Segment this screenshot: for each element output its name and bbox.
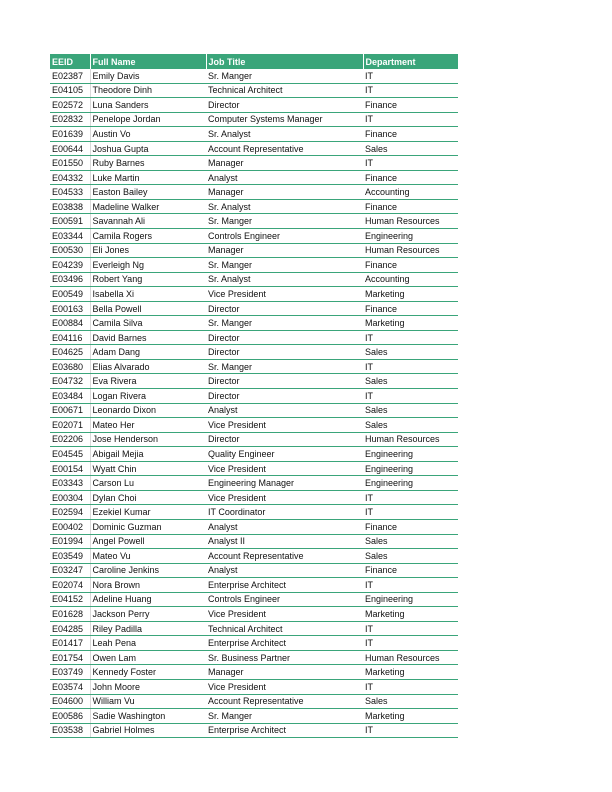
table-row [50, 432, 458, 447]
cell-full-name: Elias Alvarado [90, 359, 206, 374]
table-row [50, 447, 458, 462]
cell-department: Sales [363, 374, 458, 389]
cell-job-title: Director [206, 98, 363, 113]
cell-department: IT [363, 112, 458, 127]
table-row [50, 665, 458, 680]
table-row [50, 345, 458, 360]
cell-eeid: E01754 [50, 650, 90, 665]
cell-department: Sales [363, 694, 458, 709]
cell-department: IT [363, 69, 458, 83]
table-row [50, 679, 458, 694]
cell-job-title: Sr. Analyst [206, 127, 363, 142]
table-row [50, 359, 458, 374]
table-row [50, 505, 458, 520]
cell-department: Finance [363, 301, 458, 316]
cell-eeid: E04116 [50, 330, 90, 345]
cell-eeid: E00549 [50, 287, 90, 302]
cell-eeid: E01417 [50, 636, 90, 651]
cell-eeid: E03538 [50, 723, 90, 738]
employee-sheet [50, 54, 458, 738]
cell-job-title: Account Representative [206, 141, 363, 156]
cell-full-name: Mateo Vu [90, 549, 206, 564]
cell-full-name: Camila Silva [90, 316, 206, 331]
cell-eeid: E00884 [50, 316, 90, 331]
cell-job-title: Vice President [206, 679, 363, 694]
cell-full-name: Dylan Choi [90, 490, 206, 505]
cell-eeid: E03749 [50, 665, 90, 680]
cell-department: Human Resources [363, 650, 458, 665]
cell-job-title: Sr. Manger [206, 214, 363, 229]
cell-eeid: E04625 [50, 345, 90, 360]
cell-department: Human Resources [363, 432, 458, 447]
cell-department: IT [363, 359, 458, 374]
cell-eeid: E04105 [50, 83, 90, 98]
cell-job-title: Sr. Business Partner [206, 650, 363, 665]
cell-department: IT [363, 621, 458, 636]
cell-full-name: Luke Martin [90, 170, 206, 185]
cell-job-title: Director [206, 389, 363, 404]
cell-full-name: Kennedy Foster [90, 665, 206, 680]
column-header-job-title: Job Title [206, 54, 363, 69]
cell-job-title: Vice President [206, 461, 363, 476]
cell-job-title: Sr. Manger [206, 258, 363, 273]
cell-full-name: William Vu [90, 694, 206, 709]
cell-department: IT [363, 578, 458, 593]
table-header-row [50, 54, 458, 69]
cell-department: IT [363, 330, 458, 345]
cell-job-title: Controls Engineer [206, 592, 363, 607]
table-row [50, 83, 458, 98]
table-row [50, 621, 458, 636]
cell-eeid: E00644 [50, 141, 90, 156]
cell-full-name: Eva Rivera [90, 374, 206, 389]
cell-department: Human Resources [363, 214, 458, 229]
cell-job-title: Director [206, 345, 363, 360]
cell-job-title: Director [206, 432, 363, 447]
cell-department: Finance [363, 170, 458, 185]
cell-department: Marketing [363, 607, 458, 622]
cell-job-title: Enterprise Architect [206, 578, 363, 593]
table-row [50, 301, 458, 316]
cell-job-title: Director [206, 374, 363, 389]
cell-department: Marketing [363, 316, 458, 331]
cell-full-name: Carson Lu [90, 476, 206, 491]
cell-job-title: Sr. Analyst [206, 199, 363, 214]
table-row [50, 403, 458, 418]
cell-full-name: Logan Rivera [90, 389, 206, 404]
cell-job-title: Analyst [206, 403, 363, 418]
cell-department: IT [363, 389, 458, 404]
column-header-department: Department [363, 54, 458, 69]
cell-department: IT [363, 636, 458, 651]
cell-department: IT [363, 723, 458, 738]
cell-full-name: Riley Padilla [90, 621, 206, 636]
table-row [50, 607, 458, 622]
cell-job-title: Manager [206, 665, 363, 680]
cell-job-title: Controls Engineer [206, 229, 363, 244]
cell-full-name: Emily Davis [90, 69, 206, 83]
cell-job-title: Account Representative [206, 694, 363, 709]
cell-eeid: E04545 [50, 447, 90, 462]
table-row [50, 389, 458, 404]
table-row [50, 694, 458, 709]
cell-job-title: Engineering Manager [206, 476, 363, 491]
cell-eeid: E02572 [50, 98, 90, 113]
table-row [50, 170, 458, 185]
cell-eeid: E03496 [50, 272, 90, 287]
cell-full-name: David Barnes [90, 330, 206, 345]
cell-department: Sales [363, 141, 458, 156]
cell-full-name: Adam Dang [90, 345, 206, 360]
table-body [50, 69, 458, 738]
column-header-eeid: EEID [50, 54, 90, 69]
table-row [50, 141, 458, 156]
cell-full-name: Madeline Walker [90, 199, 206, 214]
table-row [50, 98, 458, 113]
cell-full-name: Wyatt Chin [90, 461, 206, 476]
cell-department: Sales [363, 345, 458, 360]
cell-job-title: Sr. Manger [206, 316, 363, 331]
cell-job-title: Analyst II [206, 534, 363, 549]
table-row [50, 374, 458, 389]
cell-department: Sales [363, 418, 458, 433]
cell-eeid: E04533 [50, 185, 90, 200]
column-header-full-name: Full Name [90, 54, 206, 69]
cell-eeid: E00154 [50, 461, 90, 476]
cell-eeid: E01994 [50, 534, 90, 549]
cell-department: IT [363, 505, 458, 520]
cell-department: Human Resources [363, 243, 458, 258]
cell-full-name: Eli Jones [90, 243, 206, 258]
cell-eeid: E03680 [50, 359, 90, 374]
cell-eeid: E03574 [50, 679, 90, 694]
cell-eeid: E02074 [50, 578, 90, 593]
cell-department: Finance [363, 519, 458, 534]
table-row [50, 476, 458, 491]
cell-full-name: John Moore [90, 679, 206, 694]
cell-full-name: Abigail Mejia [90, 447, 206, 462]
cell-job-title: Analyst [206, 170, 363, 185]
cell-job-title: Director [206, 301, 363, 316]
cell-job-title: Manager [206, 185, 363, 200]
table-row [50, 112, 458, 127]
cell-eeid: E02071 [50, 418, 90, 433]
cell-department: Marketing [363, 287, 458, 302]
cell-department: Marketing [363, 709, 458, 724]
cell-eeid: E00671 [50, 403, 90, 418]
cell-eeid: E04600 [50, 694, 90, 709]
cell-eeid: E00402 [50, 519, 90, 534]
cell-eeid: E03838 [50, 199, 90, 214]
cell-eeid: E02832 [50, 112, 90, 127]
cell-eeid: E02387 [50, 69, 90, 83]
cell-department: Sales [363, 534, 458, 549]
table-row [50, 490, 458, 505]
cell-department: IT [363, 490, 458, 505]
cell-eeid: E04732 [50, 374, 90, 389]
cell-eeid: E03343 [50, 476, 90, 491]
table-row [50, 69, 458, 83]
table-row [50, 243, 458, 258]
table-row [50, 418, 458, 433]
cell-job-title: Sr. Analyst [206, 272, 363, 287]
cell-department: Finance [363, 199, 458, 214]
cell-job-title: Computer Systems Manager [206, 112, 363, 127]
cell-job-title: Technical Architect [206, 83, 363, 98]
cell-department: Finance [363, 127, 458, 142]
table-row [50, 549, 458, 564]
table-row [50, 258, 458, 273]
cell-eeid: E00304 [50, 490, 90, 505]
cell-department: Engineering [363, 461, 458, 476]
cell-full-name: Camila Rogers [90, 229, 206, 244]
cell-eeid: E04239 [50, 258, 90, 273]
cell-department: IT [363, 679, 458, 694]
cell-full-name: Luna Sanders [90, 98, 206, 113]
cell-job-title: Manager [206, 243, 363, 258]
cell-eeid: E03344 [50, 229, 90, 244]
cell-full-name: Sadie Washington [90, 709, 206, 724]
cell-department: Finance [363, 563, 458, 578]
cell-department: Sales [363, 403, 458, 418]
cell-full-name: Jose Henderson [90, 432, 206, 447]
table-row [50, 709, 458, 724]
cell-job-title: Director [206, 330, 363, 345]
cell-job-title: Manager [206, 156, 363, 171]
table-row [50, 199, 458, 214]
cell-department: Engineering [363, 229, 458, 244]
cell-eeid: E00163 [50, 301, 90, 316]
table-row [50, 461, 458, 476]
cell-job-title: Vice President [206, 607, 363, 622]
cell-department: IT [363, 83, 458, 98]
cell-job-title: Account Representative [206, 549, 363, 564]
cell-eeid: E03549 [50, 549, 90, 564]
cell-job-title: Vice President [206, 287, 363, 302]
cell-department: Engineering [363, 476, 458, 491]
table-row [50, 316, 458, 331]
cell-department: Finance [363, 98, 458, 113]
table-row [50, 214, 458, 229]
table-row [50, 723, 458, 738]
cell-full-name: Angel Powell [90, 534, 206, 549]
cell-eeid: E02206 [50, 432, 90, 447]
cell-department: Marketing [363, 665, 458, 680]
table-row [50, 287, 458, 302]
cell-job-title: Technical Architect [206, 621, 363, 636]
cell-department: Accounting [363, 272, 458, 287]
table-row [50, 272, 458, 287]
cell-department: Engineering [363, 592, 458, 607]
cell-job-title: Analyst [206, 563, 363, 578]
table-row [50, 636, 458, 651]
cell-eeid: E02594 [50, 505, 90, 520]
cell-full-name: Gabriel Holmes [90, 723, 206, 738]
cell-department: Accounting [363, 185, 458, 200]
cell-full-name: Ruby Barnes [90, 156, 206, 171]
cell-full-name: Bella Powell [90, 301, 206, 316]
cell-full-name: Joshua Gupta [90, 141, 206, 156]
cell-eeid: E00530 [50, 243, 90, 258]
cell-department: IT [363, 156, 458, 171]
cell-eeid: E01639 [50, 127, 90, 142]
cell-job-title: Analyst [206, 519, 363, 534]
table-row [50, 156, 458, 171]
cell-full-name: Nora Brown [90, 578, 206, 593]
cell-full-name: Isabella Xi [90, 287, 206, 302]
cell-eeid: E01628 [50, 607, 90, 622]
cell-job-title: Vice President [206, 490, 363, 505]
table-row [50, 127, 458, 142]
cell-eeid: E00586 [50, 709, 90, 724]
cell-full-name: Austin Vo [90, 127, 206, 142]
cell-full-name: Jackson Perry [90, 607, 206, 622]
table-row [50, 229, 458, 244]
cell-eeid: E04152 [50, 592, 90, 607]
cell-full-name: Theodore Dinh [90, 83, 206, 98]
cell-job-title: Quality Engineer [206, 447, 363, 462]
cell-eeid: E00591 [50, 214, 90, 229]
cell-full-name: Everleigh Ng [90, 258, 206, 273]
cell-full-name: Leonardo Dixon [90, 403, 206, 418]
cell-full-name: Caroline Jenkins [90, 563, 206, 578]
cell-full-name: Leah Pena [90, 636, 206, 651]
table-row [50, 185, 458, 200]
table-row [50, 578, 458, 593]
cell-eeid: E03247 [50, 563, 90, 578]
cell-job-title: Enterprise Architect [206, 636, 363, 651]
table-row [50, 330, 458, 345]
table-row [50, 592, 458, 607]
cell-job-title: Sr. Manger [206, 709, 363, 724]
table-row [50, 563, 458, 578]
cell-full-name: Owen Lam [90, 650, 206, 665]
cell-eeid: E01550 [50, 156, 90, 171]
cell-eeid: E03484 [50, 389, 90, 404]
cell-full-name: Penelope Jordan [90, 112, 206, 127]
table-row [50, 534, 458, 549]
cell-department: Sales [363, 549, 458, 564]
cell-job-title: Sr. Manger [206, 359, 363, 374]
cell-full-name: Savannah Ali [90, 214, 206, 229]
employee-table [50, 54, 458, 738]
cell-job-title: IT Coordinator [206, 505, 363, 520]
cell-full-name: Ezekiel Kumar [90, 505, 206, 520]
cell-job-title: Sr. Manger [206, 69, 363, 83]
cell-full-name: Dominic Guzman [90, 519, 206, 534]
cell-full-name: Mateo Her [90, 418, 206, 433]
cell-job-title: Enterprise Architect [206, 723, 363, 738]
cell-full-name: Adeline Huang [90, 592, 206, 607]
cell-eeid: E04285 [50, 621, 90, 636]
cell-department: Finance [363, 258, 458, 273]
cell-job-title: Vice President [206, 418, 363, 433]
cell-full-name: Robert Yang [90, 272, 206, 287]
table-row [50, 650, 458, 665]
table-row [50, 519, 458, 534]
cell-full-name: Easton Bailey [90, 185, 206, 200]
cell-department: Engineering [363, 447, 458, 462]
cell-eeid: E04332 [50, 170, 90, 185]
